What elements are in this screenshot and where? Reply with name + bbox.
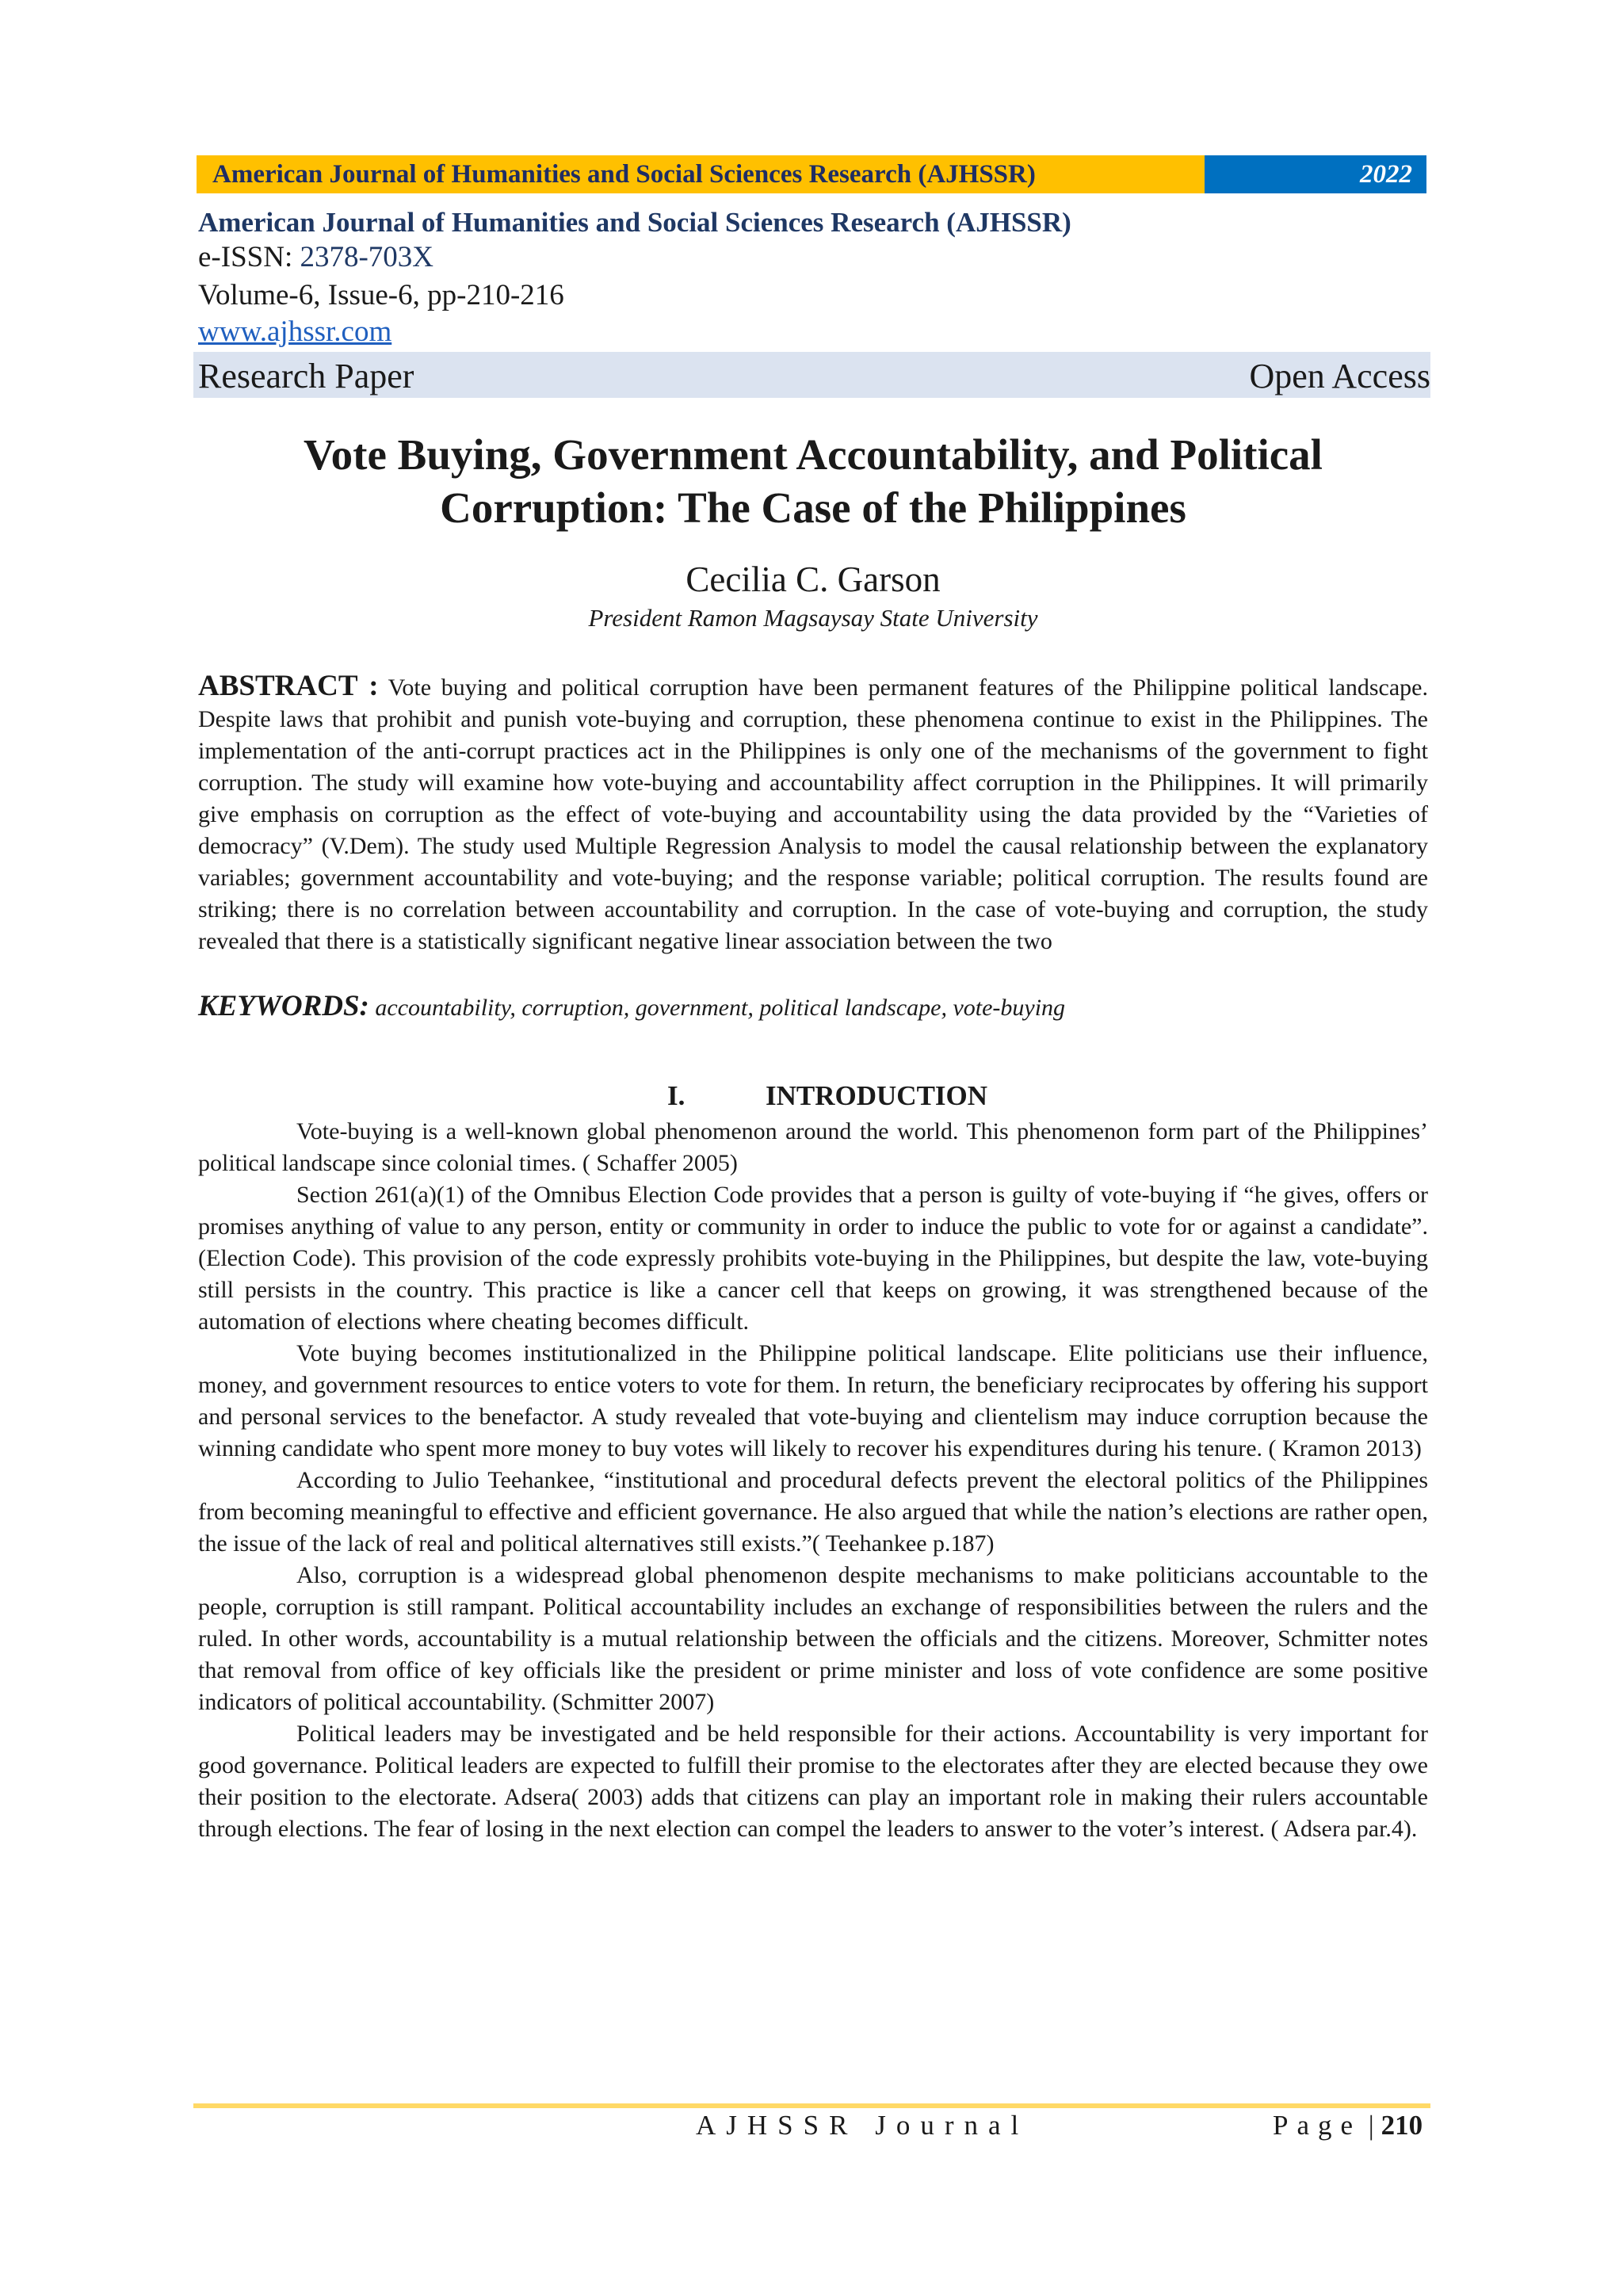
section-heading-introduction <box>667 1080 987 1112</box>
keywords-heading: KEYWORDS: <box>198 990 369 1022</box>
header-journal-title: American Journal of Humanities and Social Sciences Research (AJHSSR) <box>212 160 1036 189</box>
journal-website-link[interactable]: www.ajhssr.com <box>198 315 392 348</box>
body-paragraph: Also, corruption is a widespread global phenomenon despite mechanisms to make politicians accountable to the people, corruption is still rampant. Political accountability includes an exchange of responsibilities between the rulers and the ruled. In other words, accountability is a mutual relationship between the officials and the citizens. Moreover, Schmitter notes that removal from office of key officials like the president or prime minister and loss of vote confidence are some positive indicators of political accountability. (Schmitter 2007) <box>198 1562 1428 1715</box>
author-affiliation: President Ramon Magsaysay State University <box>588 604 1038 632</box>
header-yellow-block <box>197 155 1205 193</box>
body-paragraph: Vote-buying is a well-known global phenomenon around the world. This phenomenon form part of the Philippines’ political landscape since colonial times. ( Schaffer 2005) <box>198 1118 1428 1176</box>
volume-issue-pages: Volume-6, Issue-6, pp-210-216 <box>198 279 564 311</box>
paper-title: Vote Buying, Government Accountability, and Political Corruption: The Case of the Philippines <box>304 430 1323 532</box>
eissn-value: 2378-703X <box>300 241 434 273</box>
keywords-text: accountability, corruption, government, political landscape, vote-buying <box>375 995 1066 1021</box>
body-paragraph: Vote buying becomes institutionalized in the Philippine political landscape. Elite politicians use their influence, money, and government resources to entice voters to vote for them. In return, the beneficiary reciprocates by offering his support and personal services to the benefactor. A study revealed that vote-buying and clientelism may induce corruption because the winning candidate who spent more money to buy votes will likely to recover his expenditures during his tenure. ( Kramon 2013) <box>198 1340 1428 1461</box>
author-name: Cecilia C. Garson <box>685 560 941 599</box>
header-year: 2022 <box>1360 160 1412 189</box>
paper-type-label: Research Paper <box>198 357 414 395</box>
keywords <box>198 991 1428 1024</box>
footer-journal-name: AJHSSR Journal <box>696 2110 1029 2141</box>
footer-rule <box>193 2103 1430 2108</box>
body-paragraph: According to Julio Teehankee, “institutional and procedural defects prevent the electoral politics of the Philippines from becoming meaningful to effective and efficient governance. He also argued that while the nation’s elections are rather open, the issue of the lack of real and political alternatives still exists.”( Teehankee p.187) <box>198 1467 1428 1557</box>
header-blue-block <box>1205 155 1426 193</box>
body-paragraph: Section 261(a)(1) of the Omnibus Election Code provides that a person is guilty of vote-buying if “he gives, offers or promises anything of value to any person, entity or community in order to induce the public to vote for or against a candidate”. (Election Code). This provision of the code expressly prohibits vote-buying in the Philippines, but despite the law, vote-buying still persists in the country. This practice is like a cancer cell that keeps on growing, it was strengthened because of the automation of elections where cheating becomes difficult. <box>198 1182 1428 1335</box>
body-paragraph: Political leaders may be investigated and be held responsible for their actions. Accountability is very important for good governance. Political leaders are expected to fulfill their promise to the electorates after they are elected because they owe their position to the electorate. Adsera( 2003) adds that citizens can play an important role in making their rulers accountable through elections. The fear of losing in the next election can compel the leaders to answer to the voter’s interest. ( Adsera par.4). <box>198 1721 1428 1842</box>
abstract-heading: ABSTRACT : <box>198 670 379 702</box>
paper-type-band <box>193 352 1430 398</box>
eissn-line <box>198 240 433 274</box>
footer-page-number: 210 <box>1381 2110 1423 2141</box>
footer-page <box>1273 2110 1423 2141</box>
footer-separator: | <box>1361 2110 1381 2141</box>
section-title: INTRODUCTION <box>766 1080 988 1111</box>
abstract-text: Vote buying and political corruption have been permanent features of the Philippine political landscape. Despite laws that prohibit and punish vote-buying and corruption, these phenomena continue to exist in the Philippines. The implementation of the anti-corrupt practices act in the Philippines is only one of the mechanisms of the government to fight corruption. The study will examine how vote-buying and accountability affect corruption in the Philippines. It will primarily give emphasis on corruption as the effect of vote-buying and accountability using the data provided by the “Varieties of democracy” (V.Dem). The study used Multiple Regression Analysis to model the causal relationship between the explanatory variables; government accountability and vote-buying; and the response variable; political corruption. The results found are striking; there is no correlation between accountability and corruption. In the case of vote-buying and corruption, the study revealed that there is a statistically significant negative linear association between the two <box>198 674 1428 954</box>
open-access-label: Open Access <box>1249 357 1430 395</box>
abstract <box>198 670 1428 957</box>
eissn-label: e-ISSN: <box>198 241 300 273</box>
introduction-body <box>198 1116 1428 1845</box>
footer-page-label: Page <box>1273 2110 1362 2141</box>
section-number: I. <box>667 1080 685 1111</box>
journal-header-band <box>197 155 1426 193</box>
masthead-journal-name: American Journal of Humanities and Social Sciences Research (AJHSSR) <box>198 207 1071 238</box>
